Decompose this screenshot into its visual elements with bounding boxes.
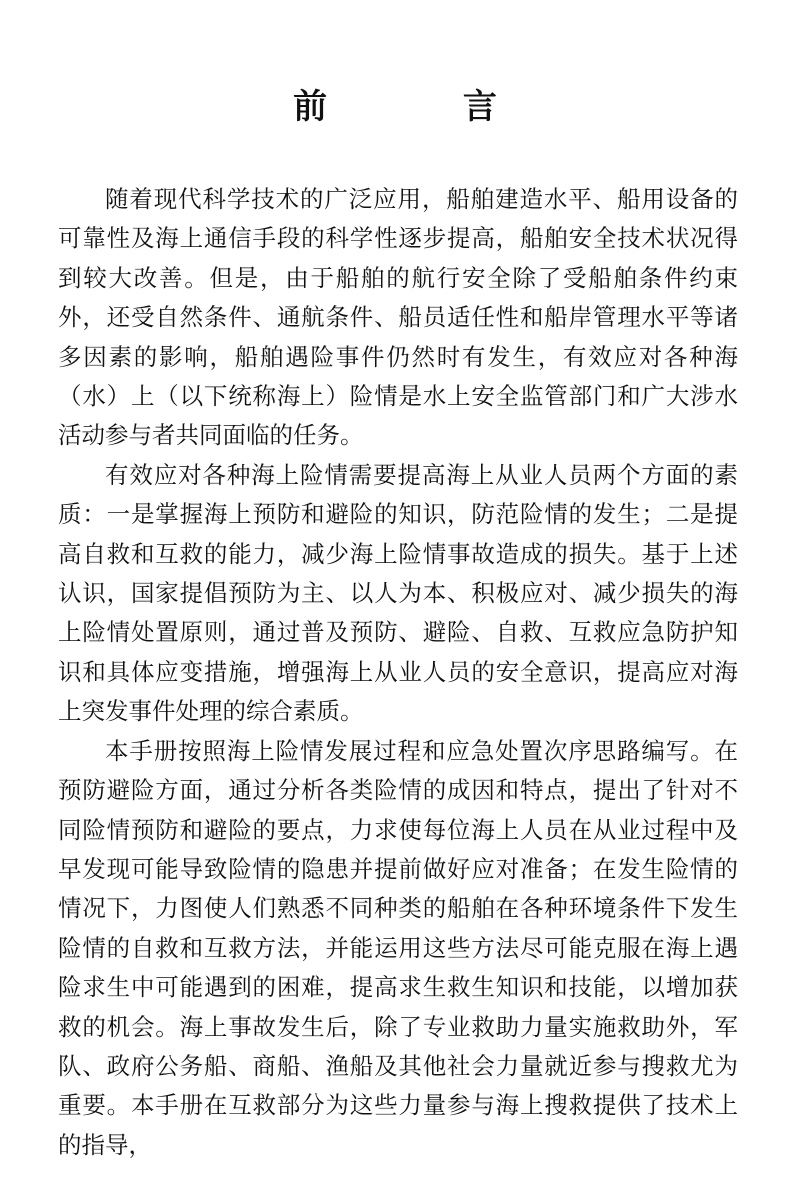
- paragraph-3: 本手册按照海上险情发展过程和应急处置次序思路编写。在预防避险方面，通过分析各类险情的成因和特点，提出了针对不同险情预防和避险的要点，力求使每位海上人员在从业过程中及早发现可能导致险情的隐患并提前做好应对准备；在发生险情的情况下，力图使人们熟悉不同种类的船舶在各种环境条件下发生险情的自救和互救方法，并能运用这些方法尽可能克服在海上遇险求生中可能遇到的困难，提高求生救生知识和技能，以增加获救的机会。海上事故发生后，除了专业救助力量实施救助外，军队、政府公务船、商船、渔船及其他社会力量就近参与搜救尤为重要。本手册在互救部分为这些力量参与海上搜救提供了技术上的指导，: [58, 736, 738, 1159]
- paragraph-1: 随着现代科学技术的广泛应用，船舶建造水平、船用设备的可靠性及海上通信手段的科学性逐步提高，船舶安全技术状况得到较大改善。但是，由于船舶的航行安全除了受船舶条件约束外，还受自然条件、通航条件、船员适任性和船岸管理水平等诸多因素的影响，船舶遇险事件仍然时有发生，有效应对各种海（水）上（以下统称海上）险情是水上安全监管部门和广大涉水活动参与者共同面临的任务。: [58, 185, 738, 450]
- body-text: [58, 180, 738, 1165]
- page-title: 前 言: [293, 87, 559, 127]
- paragraph-2: 有效应对各种海上险情需要提高海上从业人员两个方面的素质：一是掌握海上预防和避险的知识，防范险情的发生；二是提高自救和互救的能力，减少海上险情事故造成的损失。基于上述认识，国家提倡预防为主、以人为本、积极应对、减少损失的海上险情处置原则，通过普及预防、避险、自救、互救应急防护知识和具体应变措施，增强海上从业人员的安全意识，提高应对海上突发事件处理的综合素质。: [58, 460, 738, 726]
